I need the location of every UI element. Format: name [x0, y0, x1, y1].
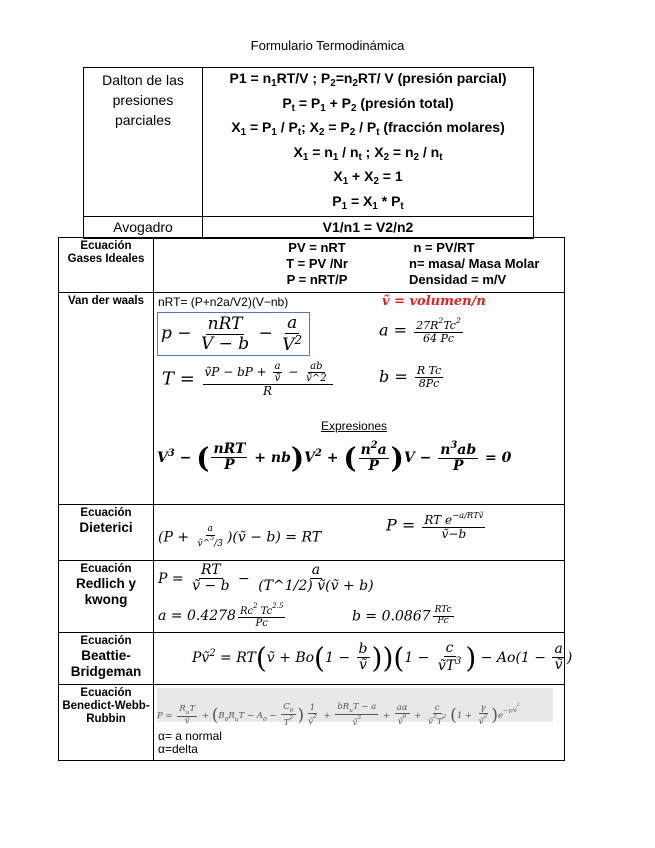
label-line: Ecuación [80, 240, 132, 252]
label-line: Redlich y [75, 576, 137, 591]
label-line: kwong [84, 592, 128, 607]
vdw-b-formula: b = $\frac{\text{R Tc}}{8Pc}$ [379, 364, 442, 391]
vdw-temperature-formula: T = ṽP − bP + $\frac{a}{\text{ṽ}}$ − $\frac{ab}{\text{ṽ\textasciicircum{}2}}$ R [162, 361, 335, 398]
dalton-avogadro-table [83, 67, 534, 239]
dalton-line-2: $P_t = P_1 + P_2$ (presión total) [282, 94, 454, 114]
avogadro-label: Avogadro [84, 217, 203, 239]
redlich-a-value: a = 0.4278 [158, 608, 236, 624]
gases-ideales-cell [154, 238, 565, 293]
bwr-note-1: α= a normal [158, 729, 222, 743]
avogadro-formula: V1/n1 = V2/n2 [203, 217, 534, 239]
beattie-formula: Pṽ$^2$ = RT(ṽ + Bo(1 − $\frac{b}{\text{ṽ}}$ ))(1 − $\frac{c}{ṽT^3}$ ) − Ao(1 − $\frac{a}{\text{ṽ}}$ ) [192, 640, 573, 675]
label-line: Dieterici [79, 520, 133, 535]
gases-ideales-label [59, 238, 154, 293]
dalton-label: Dalton de las presiones parciales [102, 72, 184, 128]
vdw-pressure-formula: p − $\frac{\text{nRT}}{V - b}$ − $\frac{a}{V^2}$ [157, 312, 310, 356]
redlich-a-formula: a = 0.4278 $\frac{Rc^2 Tc^{2.5}}{Pc}$ [158, 602, 284, 629]
vdw-eq-text: nRT= (P+n2a/V2)(V−nb) [158, 295, 289, 309]
vdw-a-formula: a = $\frac{27R^2Tc^2}{64 Pc}$ [379, 316, 461, 346]
dalton-label-cell [84, 68, 203, 217]
dalton-formulas-cell [203, 68, 534, 217]
label-line: Bridgeman [70, 664, 142, 679]
dalton-line-1: $P1 = n_1RT/V$ ; $P_2=n_2RT/$ V (presión parcial) [229, 70, 507, 89]
bwr-label [59, 685, 154, 761]
van-der-waals-cell [154, 293, 565, 505]
ideal-right-2: n= masa/ Masa Molar [409, 256, 540, 271]
redlich-b-value: b = 0.0867 [352, 608, 431, 625]
dieterici-formula-1: (P + $\frac{a}{ṽ\^{}^5/3}$ )(ṽ − b) = RT [158, 524, 322, 549]
dieterici-formula-2: P = $\frac{RT e^{-a/RTṽ}}{\text{ṽ−b}}$ [386, 510, 484, 542]
beattie-bridgeman-label [59, 633, 154, 685]
label-line: Beattie- [81, 648, 131, 663]
bwr-formula: P = $\frac{R_uT}{\text{ṽ}}$ + ($B_0R_uT - A_0$ − $\frac{C_0}{T^2}$ ) $\frac{1}{ṽ^2}$ + $\frac{bR_uT - a}{ṽ^3}$ + $\frac{a\alpha}{ṽ^6}$ + $\frac{c}{ṽ^3T^2}$ (1 + $\frac{\gamma}{ṽ^2}$ )$e^{-\gamma/ṽ^2}$ [157, 688, 553, 722]
dalton-line-3: $X_1 = P_1 / P_t$; $X_2 = P_2 / P_t$ (fracción molares) [231, 119, 505, 138]
redlich-kwong-cell [154, 561, 565, 633]
volumen-definition: ṽ = volumen/n [382, 294, 486, 309]
redlich-b-formula: b = 0.0867 $\frac{\text{RTc}}{Pc}$ [352, 605, 452, 626]
dieterici-label [59, 505, 154, 561]
equations-table [58, 237, 573, 761]
page-title: Formulario Termodinámica [250, 38, 405, 53]
dalton-line-5: $X_1 + X_2 = 1$ [333, 168, 403, 187]
bwr-note-2: α=delta [158, 742, 198, 756]
beattie-bridgeman-cell [154, 633, 573, 685]
ideal-left-2: T = PV /Nr [286, 256, 348, 271]
dalton-line-6: $P_1 = X_1 * P_t$ [332, 192, 404, 212]
dalton-line-4: $X_1 = n_1 / n_t$ ; $X_2 = n_2 / n_t$ [293, 143, 443, 163]
redlich-kwong-label [59, 561, 154, 633]
label-line: Ecuación [80, 635, 132, 647]
ideal-right-3: Densidad = m/V [409, 272, 507, 287]
ideal-right-1: n = PV/RT [413, 240, 475, 255]
vdw-cubic-formula: $V^3$ − ( $\frac{\text{nRT}}{P}$ + $nb)V^2$ + ( $\frac{n^2a}{P}$ )V − $\frac{n^3ab}{P}$ = 0 [157, 440, 512, 475]
expresiones-heading: Expresiones [321, 419, 388, 433]
ideal-left-3: P = nRT/P [286, 272, 348, 287]
dieterici-cell [154, 505, 565, 561]
label-line: Ecuación [80, 687, 132, 699]
bwr-cell [154, 685, 565, 761]
label-line: Benedict-Webb- [62, 700, 150, 712]
label-line: Ecuación [80, 563, 132, 575]
label-line: Rubbin [86, 713, 126, 725]
redlich-pressure-formula: P = $\frac{RT}{\text{ṽ − b}}$ − $\frac{a}{\text{(T\textasciicircum{}1/2) ṽ(ṽ + b)}}$ [158, 562, 374, 595]
label-line: Ecuación [80, 507, 132, 519]
label-line: Gases Ideales [67, 253, 145, 265]
van-der-waals-label: Van der waals [59, 293, 154, 505]
ideal-left-1: PV = nRT [288, 240, 346, 255]
